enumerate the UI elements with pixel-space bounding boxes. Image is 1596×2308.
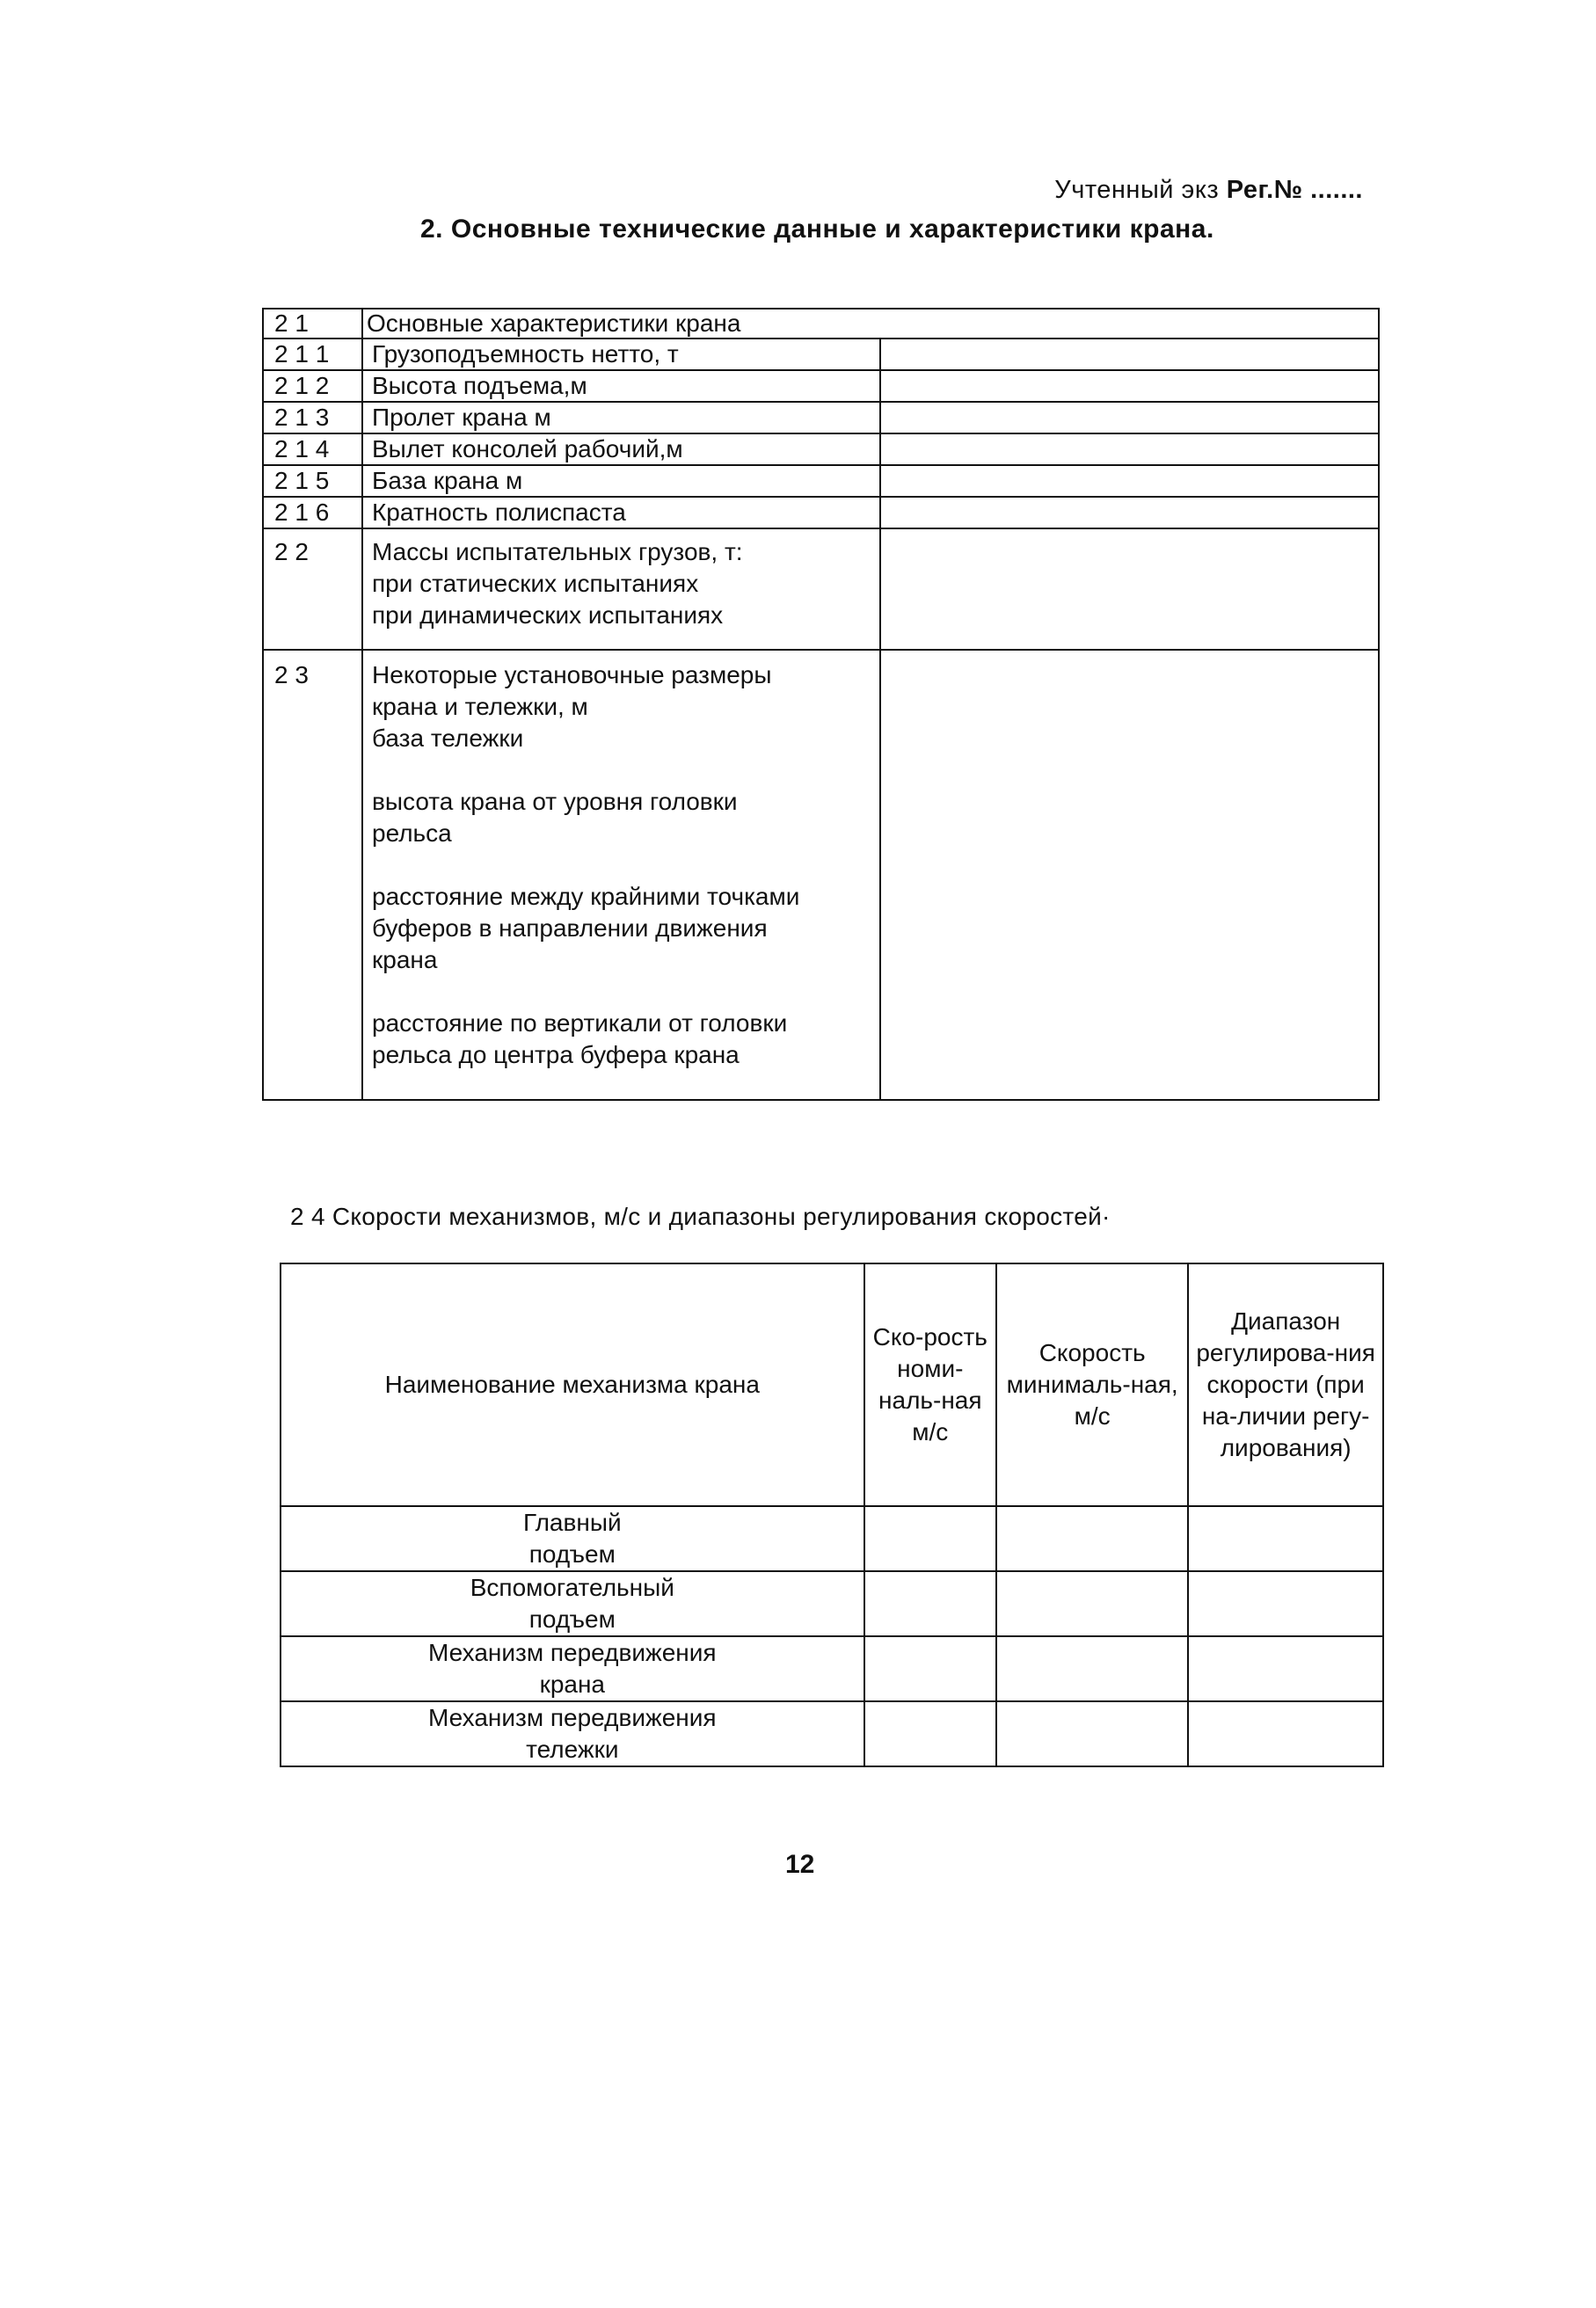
name-line: Вспомогательный <box>470 1574 674 1601</box>
row-number: 2 2 <box>263 528 362 650</box>
table-row <box>263 433 1379 465</box>
row-label: Основные характеристики крана <box>362 309 1379 339</box>
value-cell[interactable] <box>864 1506 996 1571</box>
value-cell[interactable] <box>880 402 1379 433</box>
row-label <box>362 528 880 650</box>
label-paragraph <box>372 1008 876 1071</box>
row-number: 2 1 3 <box>263 402 362 433</box>
value-cell[interactable] <box>864 1701 996 1766</box>
label-line: база тележки <box>372 724 524 752</box>
mechanism-name <box>281 1506 864 1571</box>
table-header-row <box>281 1263 1383 1506</box>
mechanism-name <box>281 1571 864 1636</box>
name-line: тележки <box>526 1736 619 1763</box>
label-paragraph <box>372 786 876 849</box>
row-label: Пролет крана м <box>362 402 880 433</box>
section-heading: 2 4 Скорости механизмов, м/с и диапазоны регулирования скоростей· <box>290 1203 1111 1230</box>
table-row <box>263 465 1379 497</box>
page-number: 12 <box>785 1850 815 1879</box>
table-row <box>281 1636 1383 1701</box>
value-cell[interactable] <box>880 433 1379 465</box>
row-label: Грузоподъемность нетто, т <box>362 339 880 370</box>
main-characteristics-table <box>262 308 1380 1101</box>
column-header-nominal-speed: Ско-рость номи-наль-ная м/с <box>864 1263 996 1506</box>
column-header-regulation-range: Диапазон регулирова-ния скорости (при на-личии регу-лирования) <box>1188 1263 1383 1506</box>
table-row <box>263 402 1379 433</box>
mechanism-speeds-table <box>280 1263 1384 1767</box>
row-number: 2 1 6 <box>263 497 362 528</box>
table-row <box>263 497 1379 528</box>
test-loads-row <box>263 528 1379 650</box>
table-row <box>263 370 1379 402</box>
value-cell[interactable] <box>864 1636 996 1701</box>
row-number: 2 1 1 <box>263 339 362 370</box>
row-label <box>362 650 880 1100</box>
installation-dimensions-row <box>263 650 1379 1100</box>
row-number: 2 1 5 <box>263 465 362 497</box>
label-line: расстояние по вертикали от головки <box>372 1009 788 1037</box>
label-paragraph <box>372 659 876 754</box>
reg-number-label: Рег.№ ....... <box>1226 176 1363 204</box>
row-number: 2 1 <box>263 309 362 339</box>
value-cell[interactable] <box>880 370 1379 402</box>
row-label: Вылет консолей рабочий,м <box>362 433 880 465</box>
table-row <box>281 1701 1383 1766</box>
row-number: 2 3 <box>263 650 362 1100</box>
row-label: База крана м <box>362 465 880 497</box>
label-paragraph <box>372 881 876 976</box>
value-cell[interactable] <box>864 1571 996 1636</box>
value-cell[interactable] <box>880 650 1379 1100</box>
value-cell[interactable] <box>996 1636 1188 1701</box>
name-line: Механизм передвижения <box>428 1639 717 1666</box>
value-cell[interactable] <box>1188 1701 1383 1766</box>
row-number: 2 1 4 <box>263 433 362 465</box>
table-row <box>281 1506 1383 1571</box>
column-header-minimal-speed: Скорость минималь-ная, м/с <box>996 1263 1188 1506</box>
label-line: при динамических испытаниях <box>372 601 724 629</box>
value-cell[interactable] <box>880 465 1379 497</box>
mechanism-name <box>281 1636 864 1701</box>
value-cell[interactable] <box>1188 1636 1383 1701</box>
name-line: Механизм передвижения <box>428 1704 717 1731</box>
value-cell[interactable] <box>1188 1571 1383 1636</box>
label-line: буферов в направлении движения <box>372 914 768 942</box>
label-line: Массы испытательных грузов, т: <box>372 538 743 565</box>
value-cell[interactable] <box>880 339 1379 370</box>
value-cell[interactable] <box>996 1701 1188 1766</box>
copy-label: Учтенный экз <box>1054 176 1220 204</box>
label-line: крана <box>372 946 438 973</box>
section-title: 2. Основные технические данные и характеристики крана. <box>420 215 1214 244</box>
name-line: Главный <box>522 1509 622 1536</box>
label-line: Некоторые установочные размеры <box>372 661 772 688</box>
row-number: 2 1 2 <box>263 370 362 402</box>
name-line: подъем <box>528 1540 616 1568</box>
column-header-name: Наименование механизма крана <box>281 1263 864 1506</box>
label-line: рельса до центра буфера крана <box>372 1041 740 1068</box>
registration-line <box>1054 176 1363 205</box>
label-line: рельса <box>372 819 452 847</box>
label-line: крана и тележки, м <box>372 693 588 720</box>
value-cell[interactable] <box>1188 1506 1383 1571</box>
name-line: подъем <box>528 1605 616 1633</box>
row-label: Высота подъема,м <box>362 370 880 402</box>
value-cell[interactable] <box>880 497 1379 528</box>
name-line: крана <box>539 1671 606 1698</box>
label-line: при статических испытаниях <box>372 570 699 597</box>
row-label: Кратность полиспаста <box>362 497 880 528</box>
table-header-row <box>263 309 1379 339</box>
mechanism-name <box>281 1701 864 1766</box>
label-line: расстояние между крайними точками <box>372 883 800 910</box>
table-row <box>263 339 1379 370</box>
label-line: высота крана от уровня головки <box>372 788 738 815</box>
value-cell[interactable] <box>880 528 1379 650</box>
value-cell[interactable] <box>996 1506 1188 1571</box>
value-cell[interactable] <box>996 1571 1188 1636</box>
table-row <box>281 1571 1383 1636</box>
